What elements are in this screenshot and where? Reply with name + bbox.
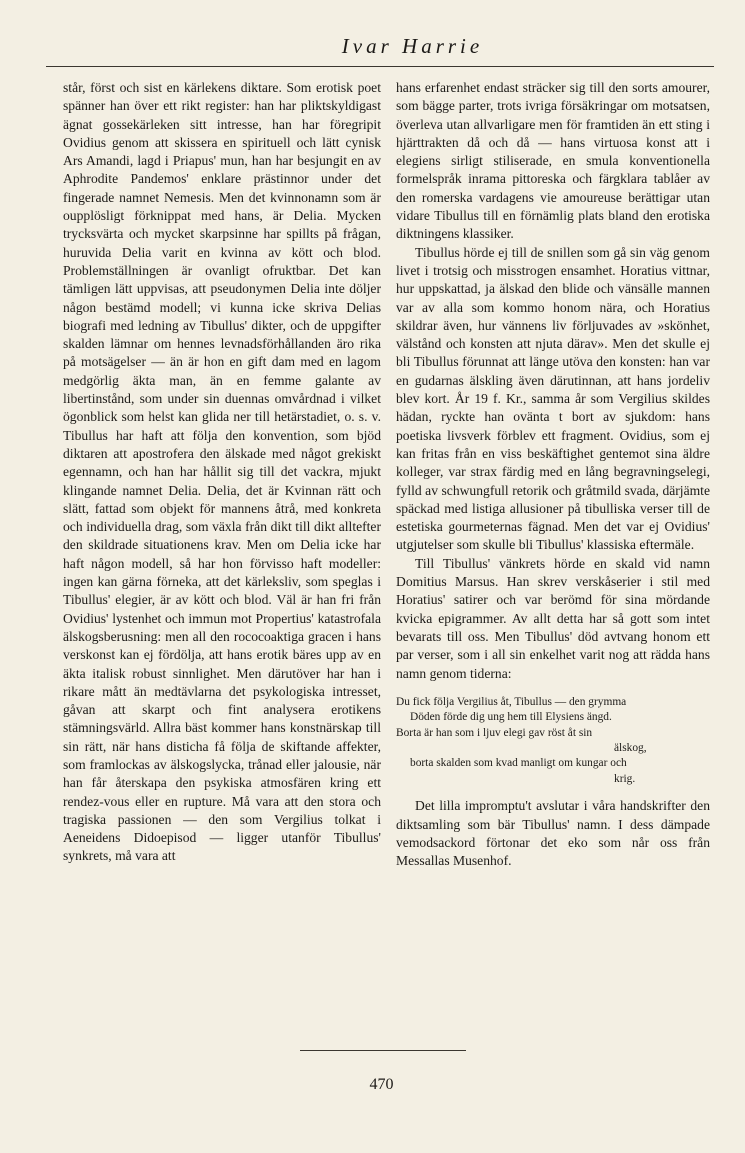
verse-line-4: borta skalden som kvad manligt om kungar och [410, 757, 627, 770]
right-paragraph-4: Det lilla impromptu't avslutar i våra handskrifter den diktsamling som bär Tibullus' namn. I dess dämpade vemodsackord förtonar det eko som når oss från Messallas Musenhof. [396, 798, 710, 869]
footer-rule [300, 1050, 466, 1051]
verse-line-3-continuation: älskog, [614, 742, 647, 755]
right-column [396, 79, 710, 870]
verse-line-2: Döden förde dig ung hem till Elysiens ängd. [410, 711, 612, 724]
right-paragraph-2: Tibullus hörde ej till de snillen som gå sin väg genom livet i trotsig och misstrogen ensamhet. Horatius vittnar, hur uppskattad, ja älskad den blide och vänsälle mannen var av alla som kommo honom nära, och Horatius skildrar även, hur vännens liv förljuvades av »skönhet, välstånd och konsten att njuta därav». Men det skulle ej bli Tibullus förunnat att länge utöva den konsten: han var en gudarnas älskling även därutinnan, att hans jordeliv blev kort. År 19 f. Kr., samma år som Vergilius skildes hädan, ryckte han ovänta t bort av sjukdom: hans poetiska livsverk förblev ett fragment. Ovidius, som ej kan fritas från en viss beskäftighet gentemot sina äldre kolleger, var strax färdig med en lång begravningselegi, fylld av schwungfull retorik och gråtmild svada, därjämte späckad med listiga allusioner på tibulliska verser till de estetiska gourmeternas fägnad. Men det var ej Ovidius' utgjutelser som skulle bli Tibullus' klassiska eftermäle. [396, 244, 710, 553]
right-paragraph-1: hans erfarenhet endast sträcker sig till den sorts amourer, som bägge parter, trots ivriga försäkringar om motsatsen, överleva utan allvarligare men för framtiden än ett sting i hjärttrakten då och då — hans virtuosa konst att i elegiens sirligt stiliserade, en smula konventionella formelspråk inrama pittoreska och färgklara tablåer av den romerska vardagens vie amoureuse berättigar utan vidare Tibullus till en förnämlig plats bland den erotiska diktningens klassiker. [396, 80, 710, 242]
verse-line-4-continuation: krig. [614, 772, 636, 785]
left-paragraph: står, först och sist en kärlekens diktare. Som erotisk poet spänner han över ett rikt register: han har pliktskyldigast ägnat gossekärleken sitt intresse, han har föregripit Ovidius genom att skissera en spirituell och lätt cynisk Ars Amandi, lagd i Priapus' mun, han har besjungit en av Aphrodite Pandemos' enklare prästinnor under det fingerade namnet Nemesis. Men det kvinnonamn som är oupplösligt förknippat med hans, är Delia. Mycken trycksvärta och mycket skarpsinne har spillts på frågan, huruvida Delia varit en kvinna av kött och blod. Problemställningen är ovanligt ofruktbar. Det kan tämligen lätt uppvisas, att pseudonymen Delia inte döljer någon bestämd modell; vi kunna icke skriva Delias biografi med ledning av Tibullus' dikter, och de uppgifter skalden lämnar om hennes levnadsförhållanden äro rika på motsägelser — än är hon en gift dam med en lagom medgörlig äkta man, än en femme galante av libertinstånd, som under sin duennas omvårdnad i vilket ögonblick som helst kan glida ner till hetärstadiet, o. s. v. Tibullus har haft att följa den konvention, som bjöd diktaren att apostrofera den älskade med något grekiskt egennamn, och han har hållit sig till det vackra, mjukt klingande namnet Delia. Delia, det är Kvinnan rätt och slätt, fattad som objekt för mannens åtrå, med konkreta och individuella drag, som växla från dikt till dikt alltefter den skildrade situationens krav. Men om Delia icke har haft någon modell, så har hon förvisso haft modeller: ingen kan gärna förneka, att det kärleksliv, som speglas i Tibullus' elegier, är av kött och blod. Väl är han fri från Ovidius' lystenhet och immun mot Propertius' katastrofala älskogsberusning: men all den rococoaktiga gracen i hans verskonst kan ej fördölja, att hans erotik bäres upp av en äkta italisk robust sinnlighet. Men därutöver har han i rikare mått än medtävlarna det psykologiska intresset, gåvan att skarpt och fint analysera erotikens stämningsvärld. Allra bäst kommer hans konstnärskap till sin rätt, när hans disticha få följa de skiftande affekter, som framlockas av älskogslycka, trånad eller jalousie, när han får återskapa den psykiska atmosfären kring ett rendez-vous eller en rupture. Må vara att den stora och tragiska passionen — den som Vergilius tolkat i Aeneidens Didoepisod — ligger utanför Tibullus' synkrets, må vara att [63, 80, 381, 864]
epigram-verse [396, 695, 710, 787]
right-paragraph-3: Till Tibullus' vänkrets hörde en skald vid namn Domitius Marsus. Han skrev verskåserier i stil med Horatius' satirer och var berömd för sina mördande kvicka epigrammer. Av allt detta har så gott som intet bevarats till oss. Men Tibullus' död avtvang honom ett par verser, som i all sin enkelhet varit nog att rädda hans namn genom tiderna: [396, 555, 710, 681]
page-number: 470 [369, 1076, 394, 1093]
verse-line-3: Borta är han som i ljuv elegi gav röst åt sin [396, 726, 593, 739]
verse-line-1: Du fick följa Vergilius åt, Tibullus — den grymma [396, 695, 627, 708]
left-column [63, 79, 381, 866]
running-head-title: Ivar Harrie [341, 34, 484, 58]
header-rule [46, 66, 714, 67]
